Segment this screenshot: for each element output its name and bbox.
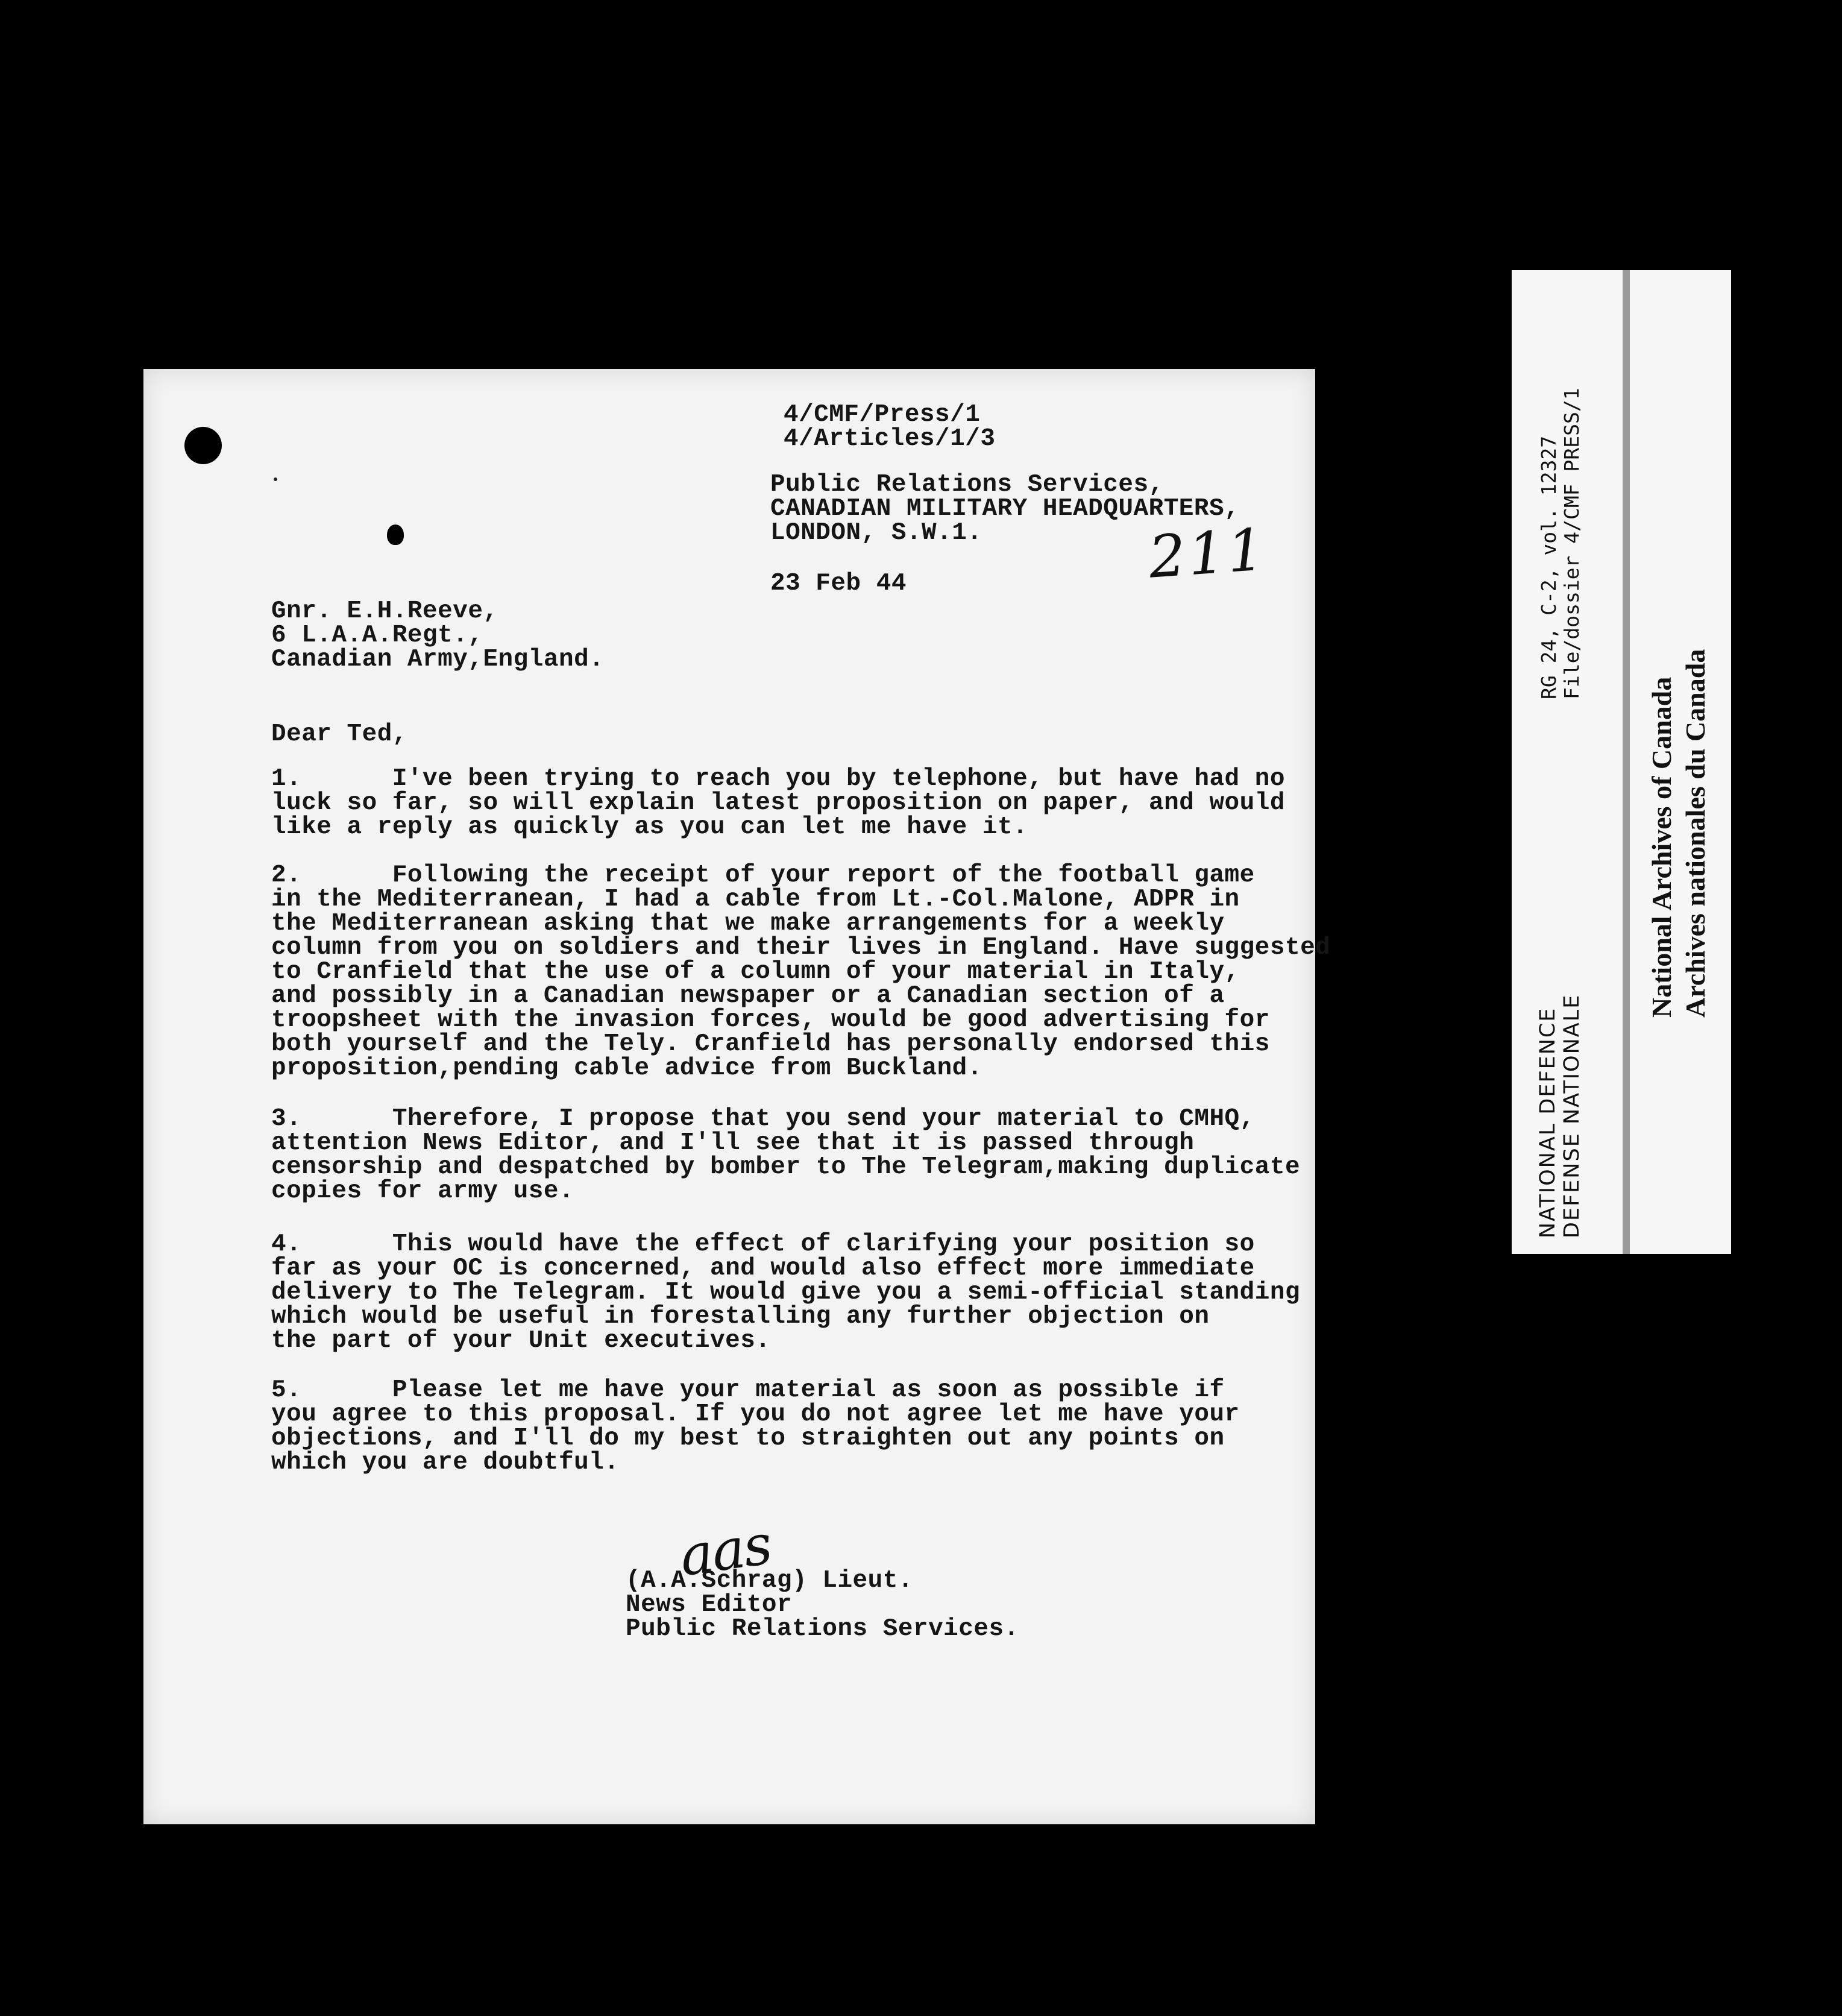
file-dossier-reference: File/dossier 4/CMF PRESS/1 [1560, 388, 1583, 699]
paragraph-1: 1. I've been trying to reach you by telephone, but have had no luck so far, so will explain latest proposition on paper, and would like a reply as quickly as you can let me have it. [271, 765, 1285, 841]
recipient-address: Gnr. E.H.Reeve, 6 L.A.A.Regt., Canadian Army,England. [271, 597, 605, 673]
paper-speck [274, 477, 277, 481]
file-reference: 4/CMF/Press/1 4/Articles/1/3 [784, 401, 996, 453]
punch-hole-small [387, 524, 404, 545]
letter-page [143, 369, 1331, 1824]
archives-name-fr: Archives nationales du Canada [1680, 649, 1711, 1018]
archives-name-en: National Archives of Canada [1646, 676, 1677, 1018]
stamp-divider [1623, 270, 1630, 1254]
signature-block: (A.A.Schrag) Lieut. News Editor Public Relations Services. [626, 1567, 1019, 1643]
letter-date: 23 Feb 44 [770, 570, 907, 597]
paragraph-3: 3. Therefore, I propose that you send your material to CMHQ, attention News Editor, and I'll see that it is passed through censorship and despatched by bomber to The Telegram,making duplicate copies for army use. [271, 1105, 1301, 1205]
paragraph-4: 4. This would have the effect of clarifying your position so far as your OC is concerned, and would also effect more immediate delivery to The Telegram. It would give you a semi-official standing which would be useful in forestalling any further objection on the part of your Unit executives. [271, 1230, 1301, 1355]
department-label-fr: DEFENSE NATIONALE [1560, 994, 1584, 1238]
archive-stamp [1512, 270, 1731, 1254]
punch-hole [184, 427, 222, 464]
record-group-reference: RG 24, C-2, vol. 12327 [1537, 435, 1561, 699]
paragraph-5: 5. Please let me have your material as soon as possible if you agree to this proposal. If you do not agree let me have your objections, and I'll do my best to straighten out any points on which you are doubtful. [271, 1376, 1240, 1476]
handwritten-folio-number: 211 [1146, 515, 1269, 591]
sender-address: Public Relations Services, CANADIAN MILITARY HEADQUARTERS, LONDON, S.W.1. [770, 471, 1240, 547]
salutation: Dear Ted, [271, 720, 407, 748]
paragraph-2: 2. Following the receipt of your report of the football game in the Mediterranean, I had a cable from Lt.-Col.Malone, ADPR in the Mediterranean asking that we make arrangements for a weekly column from you on soldiers and their lives in England. Have suggested to Cranfield that the use of a column of your material in Italy, and possibly in a Canadian newspaper or a Canadian section of a troopsheet with the invasion forces, would be good advertising for both yourself and the Tely. Cranfield has personally endorsed this proposition,pending cable advice from Buckland. [271, 862, 1331, 1082]
handwritten-initials: aas [676, 1512, 775, 1589]
department-label-en: NATIONAL DEFENCE [1536, 1007, 1560, 1238]
